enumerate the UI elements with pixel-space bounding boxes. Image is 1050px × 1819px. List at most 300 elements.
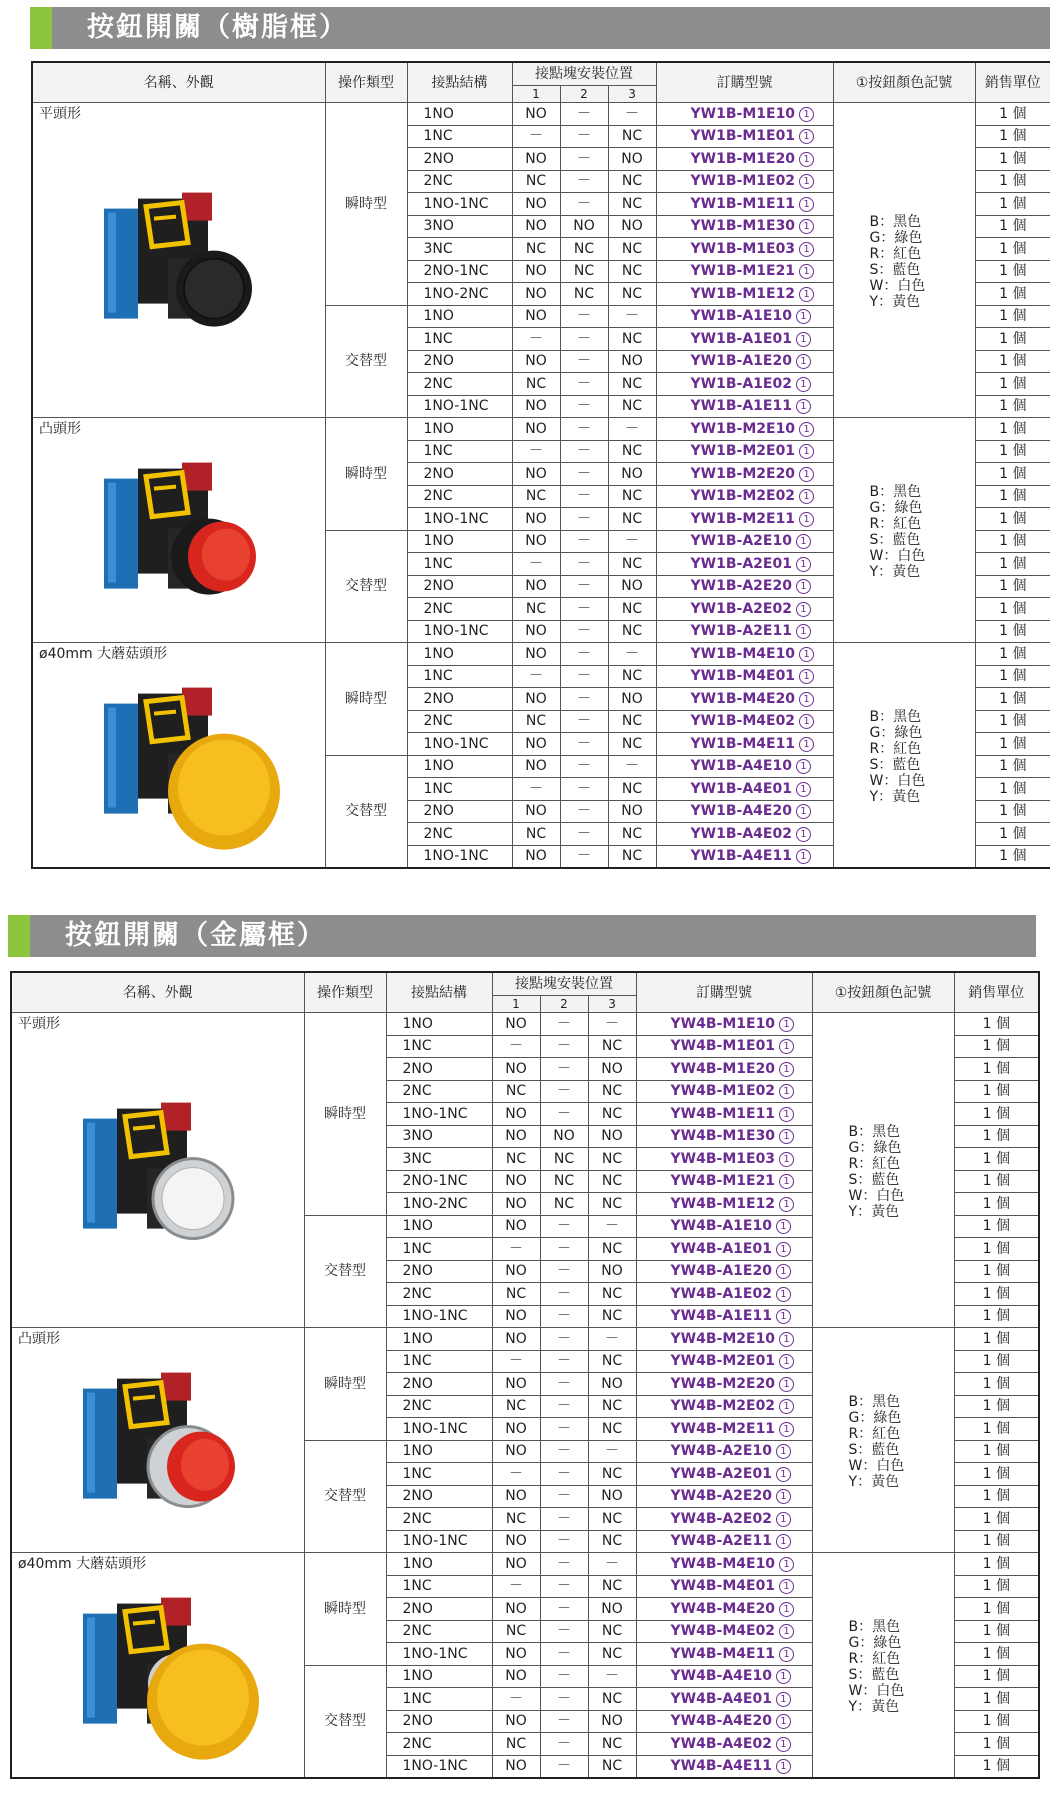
position-2: － [540, 1598, 588, 1621]
position-2: － [560, 778, 608, 801]
order-model [636, 1103, 812, 1126]
circled-number-icon: 1 [776, 1242, 791, 1257]
model-number: YW1B-A4E11 [690, 848, 792, 865]
circled-number-icon: 1 [776, 1692, 791, 1707]
sales-unit: 1 個 [975, 125, 1050, 148]
contact-structure: 3NO [386, 1125, 492, 1148]
contact-structure: 2NC [407, 485, 512, 508]
contact-structure: 2NC [407, 598, 512, 621]
model-number: YW1B-A1E01 [690, 330, 792, 347]
contact-structure: 2NO [386, 1485, 492, 1508]
contact-structure: 1NO-1NC [386, 1305, 492, 1328]
circled-number-icon: 1 [779, 1377, 794, 1392]
sales-unit: 1 個 [954, 1125, 1039, 1148]
sales-unit: 1 個 [975, 103, 1050, 126]
model-number: YW4B-M4E11 [670, 1645, 776, 1662]
position-1: NO [512, 508, 560, 531]
position-2: － [560, 373, 608, 396]
contact-structure: 1NC [386, 1688, 492, 1711]
model-number: YW1B-A1E20 [690, 353, 792, 370]
sales-unit: 1 個 [975, 530, 1050, 553]
position-1: NC [492, 1508, 540, 1531]
order-model [656, 418, 833, 441]
position-3: NC [608, 508, 656, 531]
position-2: NC [560, 283, 608, 306]
position-1: NO [512, 620, 560, 643]
circled-number-icon: 1 [799, 714, 814, 729]
position-1: NO [512, 395, 560, 418]
model-number: YW4B-M4E20 [670, 1600, 776, 1617]
position-1: － [512, 553, 560, 576]
position-2: － [560, 328, 608, 351]
position-1: － [512, 665, 560, 688]
sales-unit: 1 個 [975, 733, 1050, 756]
position-3: NC [608, 485, 656, 508]
circled-number-icon: 1 [779, 1399, 794, 1414]
product-table-resin [31, 61, 1050, 869]
order-model [656, 125, 833, 148]
circled-number-icon: 1 [796, 399, 811, 414]
position-2: － [540, 1260, 588, 1283]
contact-structure: 1NC [386, 1035, 492, 1058]
sales-unit: 1 個 [975, 440, 1050, 463]
position-2: － [540, 1530, 588, 1553]
circled-number-icon: 1 [796, 579, 811, 594]
order-model [636, 1373, 812, 1396]
section-title: 按鈕開關（金屬框） [65, 920, 326, 951]
position-1: NC [512, 238, 560, 261]
column-header-order: 訂購型號 [656, 62, 833, 103]
order-model [636, 1643, 812, 1666]
position-1: NO [492, 1125, 540, 1148]
model-number: YW4B-A1E20 [670, 1263, 772, 1280]
model-number: YW4B-A2E02 [670, 1510, 772, 1527]
color-code: W：白色 [848, 1458, 905, 1474]
position-3: NC [608, 553, 656, 576]
position-2: － [540, 1688, 588, 1711]
position-3: NC [608, 440, 656, 463]
model-number: YW4B-M4E10 [670, 1555, 776, 1572]
circled-number-icon: 1 [779, 1084, 794, 1099]
sales-unit: 1 個 [975, 485, 1050, 508]
operation-type: 交替型 [304, 1665, 386, 1778]
position-1: NC [512, 710, 560, 733]
position-1: NO [512, 283, 560, 306]
position-2: － [560, 463, 608, 486]
order-model [656, 755, 833, 778]
order-model [656, 350, 833, 373]
circled-number-icon: 1 [776, 1489, 791, 1504]
order-model [656, 440, 833, 463]
order-model [656, 643, 833, 666]
circled-number-icon: 1 [776, 1669, 791, 1684]
contact-structure: 1NO [407, 103, 512, 126]
operation-type: 瞬時型 [325, 418, 407, 531]
position-2: － [560, 688, 608, 711]
position-3: NC [608, 823, 656, 846]
position-3: NC [608, 193, 656, 216]
position-2: － [560, 485, 608, 508]
position-2: NC [540, 1148, 588, 1171]
position-1: － [492, 1575, 540, 1598]
position-2: － [540, 1035, 588, 1058]
circled-number-icon: 1 [779, 1332, 794, 1347]
circled-number-icon: 1 [779, 1152, 794, 1167]
position-3: NC [588, 1418, 636, 1441]
position-3: NC [588, 1350, 636, 1373]
circled-number-icon: 1 [779, 1062, 794, 1077]
contact-structure: 1NO [407, 643, 512, 666]
position-3: NO [588, 1598, 636, 1621]
order-model [636, 1418, 812, 1441]
position-2: － [540, 1553, 588, 1576]
sales-unit: 1 個 [975, 688, 1050, 711]
position-3: NC [608, 733, 656, 756]
sales-unit: 1 個 [975, 800, 1050, 823]
order-model [656, 575, 833, 598]
color-code: S：藍色 [848, 1442, 900, 1458]
position-1: NO [512, 305, 560, 328]
contact-structure: 1NO-1NC [386, 1418, 492, 1441]
model-number: YW1B-M2E02 [690, 488, 796, 505]
sales-unit: 1 個 [954, 1148, 1039, 1171]
position-3: NC [588, 1080, 636, 1103]
order-model [636, 1440, 812, 1463]
order-model [656, 710, 833, 733]
position-3: － [588, 1665, 636, 1688]
sales-unit: 1 個 [954, 1035, 1039, 1058]
model-number: YW1B-A1E10 [690, 308, 792, 325]
circled-number-icon: 1 [779, 1422, 794, 1437]
order-model [656, 238, 833, 261]
order-model [656, 148, 833, 171]
contact-structure: 1NO-1NC [386, 1755, 492, 1778]
contact-structure: 1NO [386, 1553, 492, 1576]
position-3: NO [608, 215, 656, 238]
position-3: － [588, 1215, 636, 1238]
column-header-contact: 接點結構 [386, 972, 492, 1013]
position-3: NC [608, 620, 656, 643]
color-code: Y：黃色 [848, 1204, 900, 1220]
color-code: W：白色 [869, 278, 926, 294]
contact-structure: 1NO-1NC [407, 733, 512, 756]
model-number: YW1B-A4E20 [690, 803, 792, 820]
position-3: NC [608, 395, 656, 418]
circled-number-icon: 1 [779, 1107, 794, 1122]
contact-structure: 2NC [386, 1283, 492, 1306]
position-2: － [560, 733, 608, 756]
position-2: － [560, 193, 608, 216]
color-code: G：綠色 [869, 500, 923, 516]
model-number: YW1B-M2E10 [690, 420, 796, 437]
position-2: － [540, 1710, 588, 1733]
model-number: YW4B-A2E01 [670, 1465, 772, 1482]
contact-structure: 1NO-1NC [407, 508, 512, 531]
contact-structure: 1NC [386, 1238, 492, 1261]
position-2: － [560, 530, 608, 553]
circled-number-icon: 1 [779, 1624, 794, 1639]
position-2: NC [560, 238, 608, 261]
position-2: － [560, 823, 608, 846]
product-name: ø40mm 大蘑菇頭形 [18, 1556, 147, 1572]
contact-structure: 2NC [407, 170, 512, 193]
position-3: NO [588, 1260, 636, 1283]
order-model [636, 1463, 812, 1486]
circled-number-icon: 1 [776, 1714, 791, 1729]
sales-unit: 1 個 [975, 845, 1050, 868]
model-number: YW4B-A2E20 [670, 1488, 772, 1505]
column-header-order: 訂購型號 [636, 972, 812, 1013]
position-3: NC [608, 170, 656, 193]
sales-unit: 1 個 [975, 215, 1050, 238]
order-model [636, 1665, 812, 1688]
circled-number-icon: 1 [776, 1287, 791, 1302]
position-2: － [560, 665, 608, 688]
circled-number-icon: 1 [799, 467, 814, 482]
model-number: YW1B-A2E11 [690, 623, 792, 640]
model-number: YW4B-M1E20 [670, 1060, 776, 1077]
sales-unit: 1 個 [975, 463, 1050, 486]
sales-unit: 1 個 [975, 193, 1050, 216]
position-1: － [492, 1238, 540, 1261]
sales-unit: 1 個 [975, 710, 1050, 733]
contact-structure: 2NC [386, 1733, 492, 1756]
product-name: 平頭形 [18, 1016, 60, 1032]
position-1: NC [492, 1620, 540, 1643]
position-1: NO [512, 643, 560, 666]
contact-structure: 2NO-1NC [386, 1170, 492, 1193]
order-model [636, 1035, 812, 1058]
order-model [636, 1755, 812, 1778]
order-model [656, 620, 833, 643]
column-header-p2: 2 [560, 86, 608, 103]
sales-unit: 1 個 [954, 1463, 1039, 1486]
column-header-p3: 3 [588, 996, 636, 1013]
position-3: NO [588, 1485, 636, 1508]
sales-unit: 1 個 [954, 1058, 1039, 1081]
position-3: NC [588, 1733, 636, 1756]
model-number: YW4B-M1E11 [670, 1105, 776, 1122]
position-3: NC [588, 1643, 636, 1666]
position-3: NC [588, 1620, 636, 1643]
position-1: NO [512, 575, 560, 598]
operation-type: 瞬時型 [325, 103, 407, 306]
order-model [636, 1125, 812, 1148]
position-3: NC [608, 598, 656, 621]
model-number: YW4B-M4E02 [670, 1623, 776, 1640]
position-1: NO [492, 1710, 540, 1733]
color-code: G：綠色 [848, 1140, 902, 1156]
order-model [636, 1733, 812, 1756]
position-2: － [560, 598, 608, 621]
model-number: YW4B-M1E10 [670, 1015, 776, 1032]
position-2: － [560, 575, 608, 598]
position-3: NO [588, 1058, 636, 1081]
operation-type: 瞬時型 [325, 643, 407, 756]
sales-unit: 1 個 [954, 1373, 1039, 1396]
position-2: － [540, 1755, 588, 1778]
column-header-unit: 銷售單位 [975, 62, 1050, 103]
position-1: NO [512, 260, 560, 283]
position-3: NC [588, 1688, 636, 1711]
position-2: － [540, 1643, 588, 1666]
position-2: － [540, 1238, 588, 1261]
position-1: － [512, 778, 560, 801]
table-row [32, 103, 1050, 126]
order-model [656, 170, 833, 193]
sales-unit: 1 個 [975, 665, 1050, 688]
model-number: YW1B-M1E12 [690, 285, 796, 302]
circled-number-icon: 1 [779, 1354, 794, 1369]
color-code: W：白色 [848, 1188, 905, 1204]
sales-unit: 1 個 [954, 1215, 1039, 1238]
color-code: W：白色 [869, 548, 926, 564]
sales-unit: 1 個 [954, 1553, 1039, 1576]
contact-structure: 1NO-1NC [386, 1103, 492, 1126]
sales-unit: 1 個 [954, 1238, 1039, 1261]
color-code: B：黑色 [869, 484, 922, 500]
order-model [656, 530, 833, 553]
operation-type: 交替型 [325, 755, 407, 868]
color-codes-cell [833, 103, 975, 418]
circled-number-icon: 1 [799, 152, 814, 167]
order-model [636, 1530, 812, 1553]
color-code: S：藍色 [848, 1667, 900, 1683]
contact-structure: 1NO-1NC [407, 395, 512, 418]
position-2: － [540, 1485, 588, 1508]
circled-number-icon: 1 [796, 377, 811, 392]
circled-number-icon: 1 [776, 1759, 791, 1774]
operation-type: 交替型 [325, 305, 407, 418]
circled-number-icon: 1 [799, 512, 814, 527]
position-2: － [540, 1013, 588, 1036]
column-header-color: ①按鈕顏色記號 [812, 972, 954, 1013]
color-code: B：黑色 [848, 1619, 901, 1635]
contact-structure: 1NO [386, 1665, 492, 1688]
product-name: 凸頭形 [18, 1331, 60, 1347]
color-code: Y：黃色 [869, 789, 921, 805]
color-code: B：黑色 [848, 1394, 901, 1410]
position-3: NC [588, 1530, 636, 1553]
table-row [11, 1328, 1039, 1351]
order-model [636, 1575, 812, 1598]
product-name-cell [11, 1013, 304, 1328]
position-3: NO [608, 148, 656, 171]
position-3: NO [588, 1373, 636, 1396]
contact-structure: 1NO [407, 305, 512, 328]
sales-unit: 1 個 [954, 1688, 1039, 1711]
sales-unit: 1 個 [954, 1260, 1039, 1283]
position-2: － [540, 1373, 588, 1396]
position-1: NO [492, 1418, 540, 1441]
position-3: NC [608, 125, 656, 148]
sales-unit: 1 個 [975, 508, 1050, 531]
color-code: G：綠色 [848, 1635, 902, 1651]
section-accent-bar [30, 7, 52, 49]
contact-structure: 2NC [407, 710, 512, 733]
circled-number-icon: 1 [799, 444, 814, 459]
contact-structure: 1NO [386, 1215, 492, 1238]
circled-number-icon: 1 [779, 1579, 794, 1594]
product-name-cell [32, 103, 325, 418]
position-1: NO [512, 800, 560, 823]
color-codes-cell [812, 1013, 954, 1328]
order-model [636, 1193, 812, 1216]
position-3: － [608, 418, 656, 441]
position-3: NC [588, 1283, 636, 1306]
circled-number-icon: 1 [796, 827, 811, 842]
table-row [11, 1013, 1039, 1036]
color-codes-cell [833, 643, 975, 869]
contact-structure: 1NO [386, 1440, 492, 1463]
circled-number-icon: 1 [779, 1129, 794, 1144]
order-model [656, 305, 833, 328]
order-model [636, 1350, 812, 1373]
color-code: Y：黃色 [869, 294, 921, 310]
product-name-cell [11, 1553, 304, 1779]
position-3: NC [608, 260, 656, 283]
position-2: － [540, 1215, 588, 1238]
position-1: － [492, 1035, 540, 1058]
product-name: ø40mm 大蘑菇頭形 [39, 646, 168, 662]
circled-number-icon: 1 [799, 219, 814, 234]
circled-number-icon: 1 [796, 309, 811, 324]
position-3: NC [588, 1148, 636, 1171]
contact-structure: 2NC [407, 823, 512, 846]
position-1: NO [492, 1193, 540, 1216]
model-number: YW1B-A4E01 [690, 780, 792, 797]
model-number: YW4B-A2E10 [670, 1443, 772, 1460]
position-1: NC [492, 1395, 540, 1418]
sales-unit: 1 個 [975, 418, 1050, 441]
position-2: － [540, 1395, 588, 1418]
model-number: YW4B-M4E01 [670, 1578, 776, 1595]
contact-structure: 1NO [386, 1328, 492, 1351]
circled-number-icon: 1 [796, 557, 811, 572]
circled-number-icon: 1 [799, 737, 814, 752]
position-3: NO [608, 688, 656, 711]
position-2: － [560, 305, 608, 328]
position-2: － [540, 1418, 588, 1441]
position-2: NO [540, 1125, 588, 1148]
position-3: NC [608, 778, 656, 801]
column-header-pos: 接點塊安裝位置 [492, 972, 636, 996]
model-number: YW1B-M2E01 [690, 443, 796, 460]
position-3: － [608, 103, 656, 126]
model-number: YW4B-A1E01 [670, 1240, 772, 1257]
sales-unit: 1 個 [954, 1395, 1039, 1418]
sales-unit: 1 個 [954, 1575, 1039, 1598]
contact-structure: 1NC [407, 125, 512, 148]
circled-number-icon: 1 [776, 1512, 791, 1527]
color-code: G：綠色 [869, 725, 923, 741]
model-number: YW4B-M2E10 [670, 1330, 776, 1347]
contact-structure: 2NO [386, 1260, 492, 1283]
order-model [656, 553, 833, 576]
circled-number-icon: 1 [776, 1534, 791, 1549]
position-1: NO [512, 103, 560, 126]
position-3: － [608, 755, 656, 778]
position-1: － [512, 125, 560, 148]
position-1: NC [512, 373, 560, 396]
position-2: － [540, 1058, 588, 1081]
contact-structure: 1NC [407, 553, 512, 576]
color-code: R：紅色 [848, 1651, 901, 1667]
model-number: YW1B-M4E01 [690, 668, 796, 685]
position-2: － [560, 508, 608, 531]
column-header-name: 名稱、外觀 [32, 62, 325, 103]
sales-unit: 1 個 [954, 1170, 1039, 1193]
